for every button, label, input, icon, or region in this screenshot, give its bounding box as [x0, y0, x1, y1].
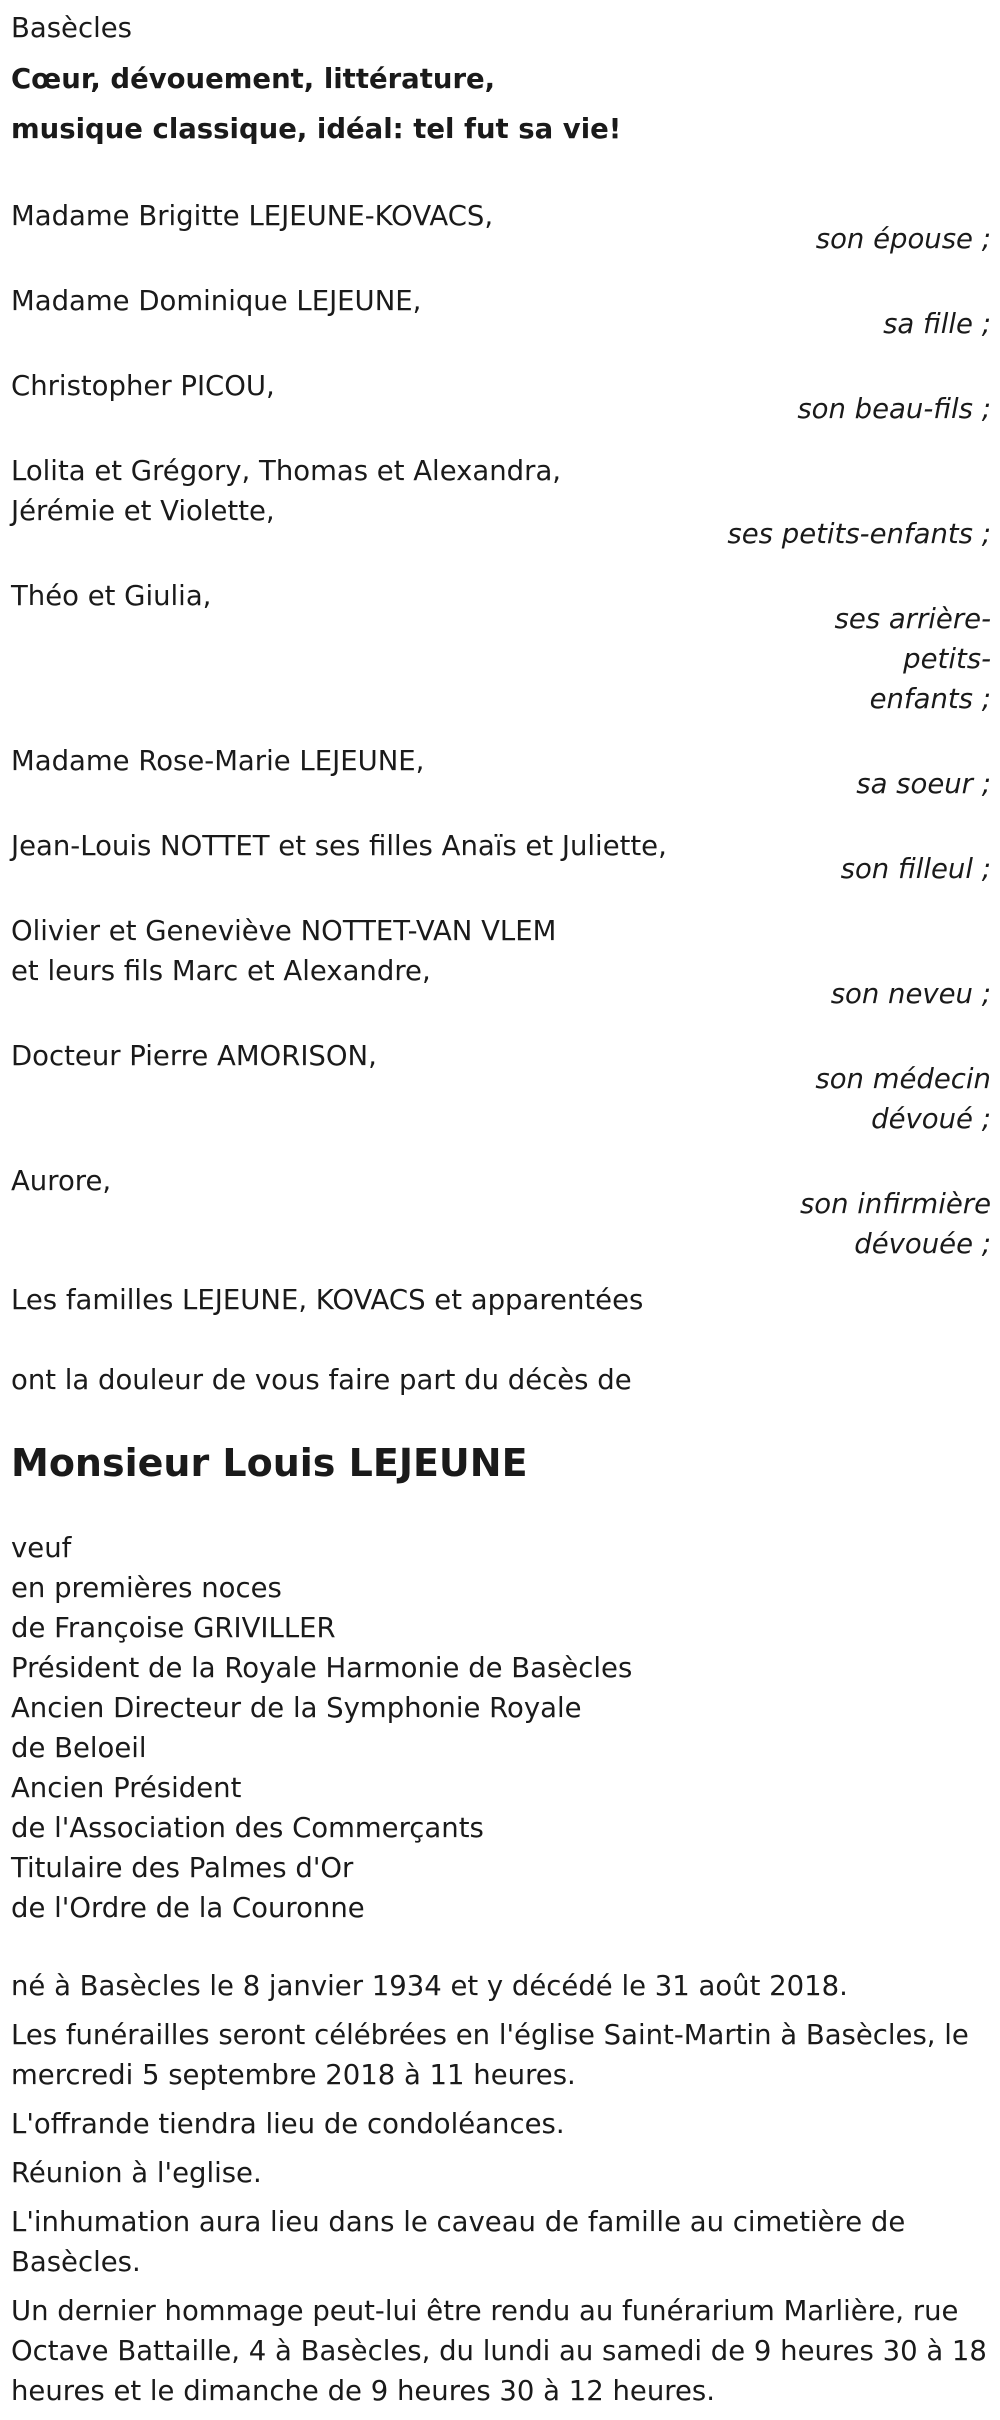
family-member-name: Docteur Pierre AMORISON,	[11, 1040, 377, 1072]
family-entry	[11, 451, 991, 554]
family-member-name: Madame Rose-Marie LEJEUNE,	[11, 745, 425, 777]
family-list	[11, 196, 991, 1264]
info-paragraph: Un dernier hommage peut-lui être rendu au funérarium Marlière, rue Octave Battaille, 4 à Basècles, du lundi au samedi de 9 heures 30 à 18 heures et le dimanche de 9 heures 30 à 12 heures.	[11, 2295, 987, 2407]
title-line: de l'Ordre de la Couronne	[11, 1892, 365, 1924]
place-name: Basècles	[11, 12, 132, 44]
family-entry	[11, 1161, 991, 1264]
family-entry	[11, 576, 991, 719]
family-entry	[11, 366, 991, 429]
family-member-role: ses arrière-petits- enfants ;	[834, 603, 991, 715]
family-member-name: Jean-Louis NOTTET et ses filles Anaïs et Juliette,	[11, 830, 667, 862]
obituary-notice	[11, 8, 991, 2420]
family-member-role: son filleul ;	[840, 853, 991, 885]
family-member-name: Christopher PICOU,	[11, 370, 275, 402]
info-paragraph: L'offrande tiendra lieu de condoléances.	[11, 2108, 565, 2140]
family-entry	[11, 1036, 991, 1139]
family-member-name: Olivier et Geneviève NOTTET-VAN VLEM et leurs fils Marc et Alexandre,	[11, 915, 557, 987]
title-line: de Françoise GRIVILLER	[11, 1612, 336, 1644]
family-entry	[11, 741, 991, 804]
funeral-info	[11, 1966, 991, 2411]
title-line: Ancien Président	[11, 1772, 242, 1804]
title-line: Président de la Royale Harmonie de Basècles	[11, 1652, 633, 1684]
title-line: de l'Association des Commerçants	[11, 1812, 484, 1844]
family-member-name: Théo et Giulia,	[11, 580, 212, 612]
family-member-name: Madame Brigitte LEJEUNE-KOVACS,	[11, 200, 494, 232]
title-line: de Beloeil	[11, 1732, 147, 1764]
family-entry	[11, 826, 991, 889]
family-member-role: ses petits-enfants ;	[727, 518, 991, 550]
deceased-name: Monsieur Louis LEJEUNE	[11, 1441, 528, 1485]
family-member-role: son beau-fils ;	[797, 393, 991, 425]
family-member-role: sa fille ;	[883, 308, 991, 340]
family-member-role: son infirmière dévouée ;	[799, 1188, 991, 1260]
title-line: veuf	[11, 1532, 72, 1564]
family-member-role: son épouse ;	[815, 223, 991, 255]
title-line: en premières noces	[11, 1572, 282, 1604]
deceased-titles	[11, 1528, 991, 1928]
motto	[11, 54, 991, 154]
family-member-name: Madame Dominique LEJEUNE,	[11, 285, 422, 317]
info-paragraph: né à Basècles le 8 janvier 1934 et y décédé le 31 août 2018.	[11, 1970, 848, 2002]
title-line: Ancien Directeur de la Symphonie Royale	[11, 1692, 582, 1724]
family-entry	[11, 281, 991, 344]
family-member-role: sa soeur ;	[856, 768, 991, 800]
family-member-name: Aurore,	[11, 1165, 112, 1197]
family-entry	[11, 911, 991, 1014]
info-paragraph: Réunion à l'eglise.	[11, 2157, 262, 2189]
family-member-role: son médecin dévoué ;	[815, 1063, 991, 1135]
info-paragraph: L'inhumation aura lieu dans le caveau de famille au cimetière de Basècles.	[11, 2206, 906, 2278]
extended-families: Les familles LEJEUNE, KOVACS et apparentées	[11, 1284, 644, 1316]
family-member-role: son neveu ;	[830, 978, 991, 1010]
family-entry	[11, 196, 991, 259]
title-line: Titulaire des Palmes d'Or	[11, 1852, 354, 1884]
announcement-text: ont la douleur de vous faire part du décès de	[11, 1364, 632, 1396]
info-paragraph: Les funérailles seront célébrées en l'église Saint-Martin à Basècles, le mercredi 5 septembre 2018 à 11 heures.	[11, 2019, 969, 2091]
motto-line: musique classique, idéal: tel fut sa vie!	[11, 113, 622, 145]
motto-line: Cœur, dévouement, littérature,	[11, 63, 496, 95]
family-member-name: Lolita et Grégory, Thomas et Alexandra, Jérémie et Violette,	[11, 455, 562, 527]
